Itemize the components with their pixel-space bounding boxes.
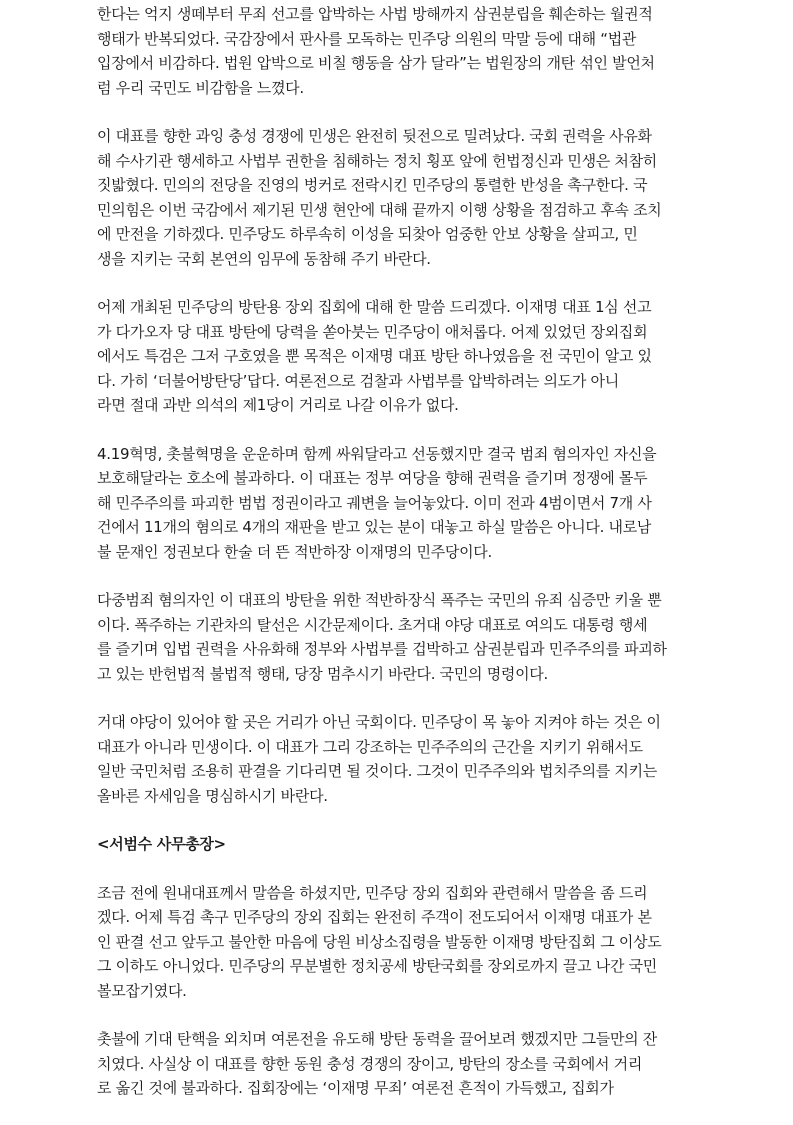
- text-line: 로 옮긴 것에 불과하다. 집회장에는 ‘이재명 무죄’ 여론전 흔적이 가득했고, 집회가: [97, 1079, 614, 1097]
- text-line: 다. 가히 ‘더불어방탄당’답다. 여론전으로 검찰과 사법부를 압박하려는 의도가 아니: [97, 371, 619, 390]
- text-line: 한다는 억지 생떼부터 무죄 선고를 압박하는 사법 방해까지 삼권분립을 훼손하는 월권적: [97, 5, 653, 23]
- paragraph-7: [97, 881, 697, 1004]
- text-line: 다중범죄 혐의자인 이 대표의 방탄을 위한 적반하장식 폭주는 국민의 유죄 심증만 키울 뿐: [97, 591, 662, 609]
- text-line: 일반 국민처럼 조용히 판결을 기다리면 될 것이다. 그것이 민주주의와 법치주의를 지키는: [97, 762, 657, 780]
- text-line: 행태가 반복되었다. 국감장에서 판사를 모독하는 민주당 의원의 막말 등에 대해 “법관: [97, 29, 637, 48]
- paragraph-1: [97, 2, 697, 100]
- paragraph-3: [97, 295, 697, 418]
- text-line: 4.19혁명, 촛불혁명을 운운하며 함께 싸워달라고 선동했지만 결국 범죄 혐의자인 자신을: [97, 444, 657, 463]
- text-line: 인 판결 선고 앞두고 불안한 마음에 당원 비상소집령을 발동한 이재명 방탄집회 그 이상도: [97, 932, 662, 951]
- paragraph-8: [97, 1027, 697, 1101]
- text-line: 불 문재인 정권보다 한술 더 뜬 적반하장 이재명의 민주당이다.: [97, 542, 492, 561]
- text-line: 생을 지키는 국회 본연의 임무에 동참해 주기 바란다.: [97, 249, 431, 268]
- text-line: 짓밟혔다. 민의의 전당을 진영의 벙커로 전락시킨 민주당의 통렬한 반성을 촉구한다. 국: [97, 176, 648, 194]
- text-line: 올바른 자세임을 명심하시기 바란다.: [97, 786, 328, 805]
- text-line: 어제 개최된 민주당의 방탄용 장외 집회에 대해 한 말씀 드리겠다. 이재명 대표 1심 선고: [97, 298, 652, 316]
- text-line: 겠다. 어제 특검 촉구 민주당의 장외 집회는 완전히 주객이 전도되어서 이재명 대표가 본: [97, 908, 652, 926]
- text-line: 해 민주주의를 파괴한 범법 정권이라고 궤변을 늘어놓았다. 이미 전과 4범이면서 7개 사: [97, 493, 652, 512]
- text-line: 해 수사기관 행세하고 사법부 권한을 침해하는 정치 횡포 앞에 헌법정신과 민생은 처참히: [97, 151, 657, 170]
- text-line: 볼모잡기였다.: [97, 981, 187, 1000]
- text-line: 에서도 특검은 그저 구호였을 뿐 목적은 이재명 대표 방탄 하나였음을 전 국민이 알고 있: [97, 347, 652, 365]
- speaker-heading-text: <서범수 사무총장>: [97, 835, 226, 853]
- speaker-heading: [97, 832, 697, 857]
- text-line: 고 있는 반헌법적 불법적 행태, 당장 멈추시기 바란다. 국민의 명령이다.: [97, 664, 548, 683]
- text-line: 이 대표를 향한 과잉 충성 경쟁에 민생은 완전히 뒷전으로 밀려났다. 국회 권력을 사유화: [97, 127, 652, 145]
- text-line: 를 즐기며 입법 권력을 사유화해 정부와 사법부를 겁박하고 삼권분립과 민주주의를 파괴하: [97, 640, 667, 658]
- text-line: 라면 절대 과반 의석의 제1당이 거리로 나갈 이유가 없다.: [97, 396, 459, 414]
- text-line: 치였다. 사실상 이 대표를 향한 동원 충성 경쟁의 장이고, 방탄의 장소를 국회에서 거리: [97, 1054, 643, 1073]
- text-line: 그 이하도 아니었다. 민주당의 무분별한 정치공세 방탄국회를 장외로까지 끌고 나간 국민: [97, 957, 657, 975]
- paragraph-4: [97, 442, 697, 565]
- paragraph-6: [97, 710, 697, 808]
- text-line: 대표가 아니라 민생이다. 이 대표가 그리 강조하는 민주주의의 근간을 지키기 위해서도: [97, 737, 643, 756]
- text-line: 보호해달라는 호소에 불과하다. 이 대표는 정부 여당을 향해 권력을 즐기며 정쟁에 몰두: [97, 469, 648, 487]
- text-line: 에 만전을 기하겠다. 민주당도 하루속히 이성을 되찾아 엄중한 안보 상황을 살피고, 민: [97, 225, 638, 243]
- text-line: 민의힘은 이번 국감에서 제기된 민생 현안에 대해 끝까지 이행 상황을 점검하고 후속 조치: [97, 200, 662, 219]
- text-line: 건에서 11개의 혐의로 4개의 재판을 받고 있는 분이 대놓고 하실 말씀은 아니다. 내로남: [97, 518, 652, 536]
- text-line: 촛불에 기대 탄핵을 외치며 여론전을 유도해 방탄 동력을 끌어보려 했겠지만 그들만의 잔: [97, 1030, 657, 1048]
- text-line: 이다. 폭주하는 기관차의 탈선은 시간문제이다. 초거대 야당 대표로 여의도 대통령 행세: [97, 615, 648, 634]
- paragraph-2: [97, 124, 697, 271]
- text-line: 입장에서 비감하다. 법원 압박으로 비칠 행동을 삼가 달라”는 법원장의 개탄 섞인 발언처: [97, 54, 655, 72]
- text-line: 가 다가오자 당 대표 방탄에 당력을 쏟아붓는 민주당이 애처롭다. 어제 있었던 장외집회: [97, 322, 648, 341]
- paragraph-5: [97, 588, 697, 686]
- text-line: 럼 우리 국민도 비감함을 느꼈다.: [97, 78, 304, 97]
- text-line: 거대 야당이 있어야 할 곳은 거리가 아닌 국회이다. 민주당이 목 놓아 지켜야 하는 것은 이: [97, 713, 661, 731]
- document-page: [97, 0, 697, 1125]
- text-line: 조금 전에 원내대표께서 말씀을 하셨지만, 민주당 장외 집회와 관련해서 말씀을 좀 드리: [97, 883, 648, 902]
